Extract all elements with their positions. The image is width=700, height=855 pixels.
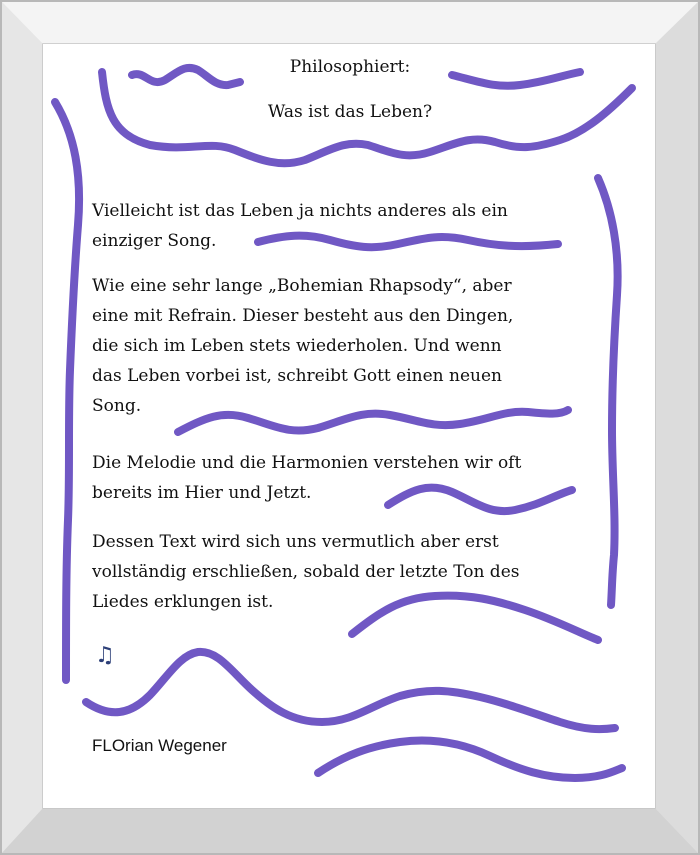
- paragraph-line: Liedes erklungen ist.: [92, 592, 274, 612]
- paragraph-line: Die Melodie und die Harmonien verstehen wir oft: [92, 453, 522, 473]
- paragraph-line: die sich im Leben stets wiederholen. Und wenn: [92, 336, 502, 356]
- frame-top: [0, 0, 700, 44]
- paragraph-3: [92, 448, 632, 508]
- title-line-1: Philosophiert:: [289, 57, 411, 77]
- frame-left: [0, 0, 43, 855]
- paragraph-line: Dessen Text wird sich uns vermutlich aber erst: [92, 532, 499, 552]
- frame-bottom: [0, 808, 700, 855]
- frame-right: [655, 0, 700, 855]
- paragraph-1: [92, 196, 632, 256]
- paragraph-line: bereits im Hier und Jetzt.: [92, 483, 312, 503]
- paper-sheet: [43, 44, 655, 808]
- paragraph-line: eine mit Refrain. Dieser besteht aus den Dingen,: [92, 306, 514, 326]
- music-notes-icon: ♫: [95, 643, 115, 668]
- paragraph-line: Song.: [92, 396, 142, 416]
- paragraph-2: [92, 271, 632, 421]
- paragraph-line: einziger Song.: [92, 231, 217, 251]
- paragraph-line: Vielleicht ist das Leben ja nichts anderes als ein: [92, 201, 508, 221]
- paragraph-line: das Leben vorbei ist, schreibt Gott einen neuen: [92, 366, 502, 386]
- paragraph-line: vollständig erschließen, sobald der letzte Ton des: [92, 562, 520, 582]
- title-line-2: Was ist das Leben?: [267, 102, 433, 122]
- paragraph-line: Wie eine sehr lange „Bohemian Rhapsody“, aber: [92, 276, 512, 296]
- paragraph-4: [92, 527, 632, 617]
- author-signature: FLOrian Wegener: [92, 736, 227, 755]
